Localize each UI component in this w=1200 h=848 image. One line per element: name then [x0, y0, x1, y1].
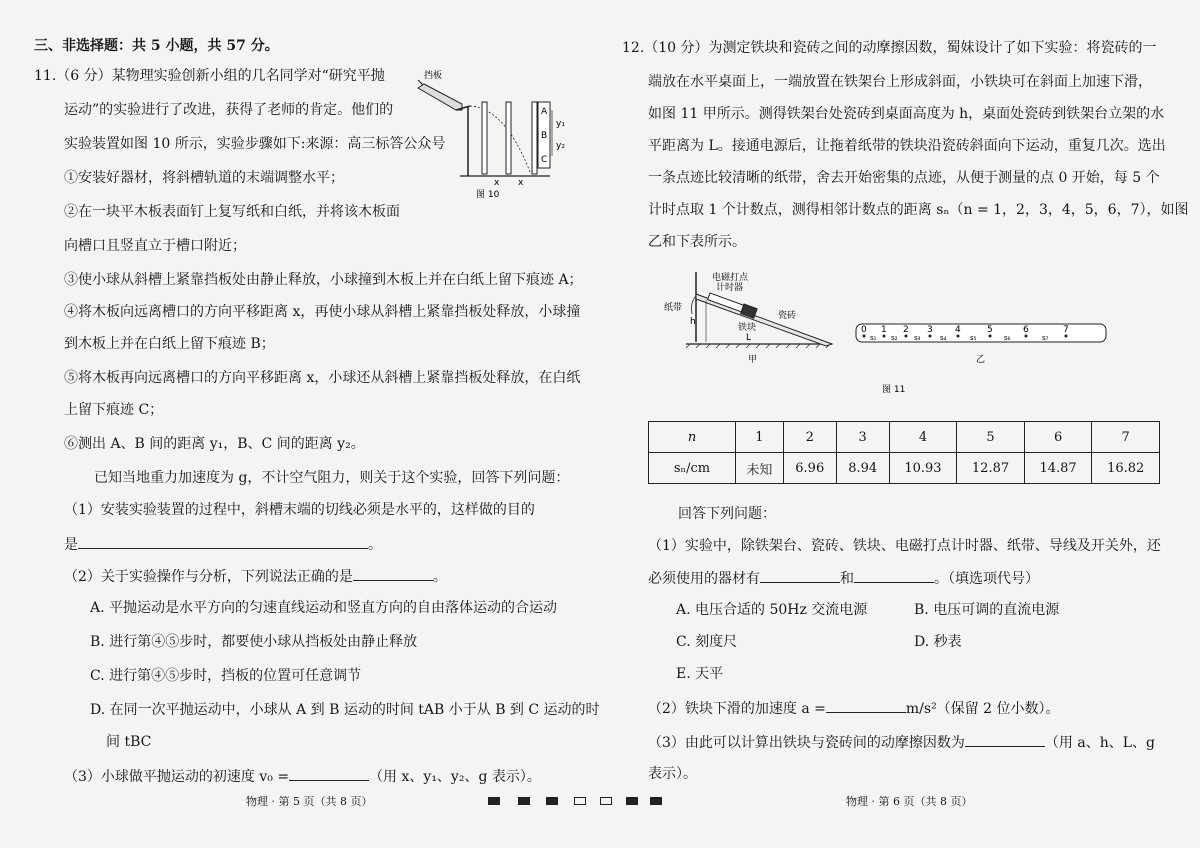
q12-line: 计时点取 1 个计数点，测得相邻计数点的距离 sₙ（n = 1，2，3，4，5，6，7），如图 — [648, 202, 1189, 218]
option-a: A. 电压合适的 50Hz 交流电源 — [676, 602, 868, 618]
label-timer-1: 电磁打点 — [712, 273, 749, 283]
left-footer: 物理 · 第 5 页（共 8 页） — [246, 795, 373, 808]
option-d: D. 秒表 — [914, 634, 962, 650]
option-d: D. 在同一次平抛运动中，小球从 A 到 B 运动的时间 tAB 小于从 B 到 C 运动的时 — [90, 702, 600, 718]
q11-line: 运动”的实验进行了改进，获得了老师的肯定。他们的 — [64, 102, 394, 118]
section-header: 三、非选择题：共 5 小题，共 57 分。 — [34, 38, 279, 54]
q11-sub3: （3）小球做平抛运动的初速度 v₀ = （用 x、y₁、y₂、g 表示）。 — [64, 766, 541, 787]
tape-dot — [1025, 335, 1028, 338]
option-c: C. 刻度尺 — [676, 634, 738, 650]
q12-line: 如图 11 甲所示。测得铁架台处瓷砖到桌面高度为 h，桌面处瓷砖到铁架台立架的水 — [648, 106, 1165, 122]
tape-segment-label: s₃ — [914, 334, 921, 342]
q11-sub2: （2）关于实验操作与分析，下列说法正确的是 。 — [64, 566, 447, 587]
option-d-cont: 间 tBC — [106, 734, 152, 750]
label-tile: 瓷砖 — [778, 311, 797, 321]
table-cell: 1 — [736, 422, 784, 453]
table-row — [649, 422, 1160, 453]
tape-point-label: 6 — [1023, 325, 1029, 335]
q12-sub2: （2）铁块下滑的加速度 a = m/s²（保留 2 位小数）。 — [648, 698, 1060, 719]
q12-sub3: （3）由此可以计算出铁块与瓷砖间的动摩擦因数为 （用 a、h、L、g — [648, 732, 1155, 753]
label-yi: 乙 — [976, 355, 986, 365]
answer-blank[interactable] — [78, 534, 368, 549]
table-cell: 12.87 — [957, 453, 1025, 484]
row-header-s: sₙ/cm — [649, 453, 736, 484]
table-cell: 2 — [783, 422, 836, 453]
label-y2: y₂ — [556, 141, 565, 151]
tape-dot — [863, 335, 866, 338]
table-cell: 5 — [957, 422, 1025, 453]
tape-segment-label: s₁ — [870, 334, 877, 342]
q11-step: ⑥测出 A、B 间的距离 y₁，B、C 间的距离 y₂。 — [64, 436, 365, 452]
table-cell: 10.93 — [889, 453, 957, 484]
figure-11 — [660, 266, 1120, 396]
row-header-n: n — [649, 422, 736, 453]
q11-step: ①安装好器材，将斜槽轨道的末端调整水平； — [64, 170, 344, 186]
tape-dot — [883, 335, 886, 338]
table-cell: 7 — [1092, 422, 1160, 453]
q11-intro: 已知当地重力加速度为 g，不计空气阻力，则关于这个实验，回答下列问题： — [94, 470, 570, 486]
tape-point-label: 2 — [903, 325, 909, 335]
option-c: C. 进行第④⑤步时，挡板的位置可任意调节 — [90, 668, 362, 684]
label-l: L — [746, 333, 752, 343]
tape-segment-label: s₅ — [970, 334, 977, 342]
right-footer: 物理 · 第 6 页（共 8 页） — [846, 795, 973, 808]
tape-segment-label: s₂ — [891, 334, 898, 342]
option-a: A. 平抛运动是水平方向的匀速直线运动和竖直方向的自由落体运动的合运动 — [90, 600, 558, 616]
figure-10 — [410, 66, 580, 204]
q12-line: 12.（10 分）为测定铁块和瓷砖之间的动摩擦因数，蜀妹设计了如下实验：将瓷砖的一 — [622, 40, 1157, 56]
table-cell: 6 — [1024, 422, 1092, 453]
label-h: h — [690, 317, 696, 327]
answer-blank[interactable] — [826, 698, 906, 713]
answer-blank[interactable] — [965, 732, 1045, 747]
label-x1: x — [494, 178, 500, 188]
tape-dot — [905, 335, 908, 338]
q12-line: 一条点迹比较清晰的纸带，舍去开始密集的点迹，从便于测量的点 0 开始，每 5 个 — [648, 170, 1160, 186]
q12-sub3-cont: 表示）。 — [648, 766, 697, 782]
q11-line: 实验装置如图 10 所示，实验步骤如下:来源：高三标答公众号 — [64, 136, 446, 152]
tape-point-label: 1 — [881, 325, 887, 335]
q11-step: ⑤将木板再向远离槽口的方向平移距离 x，小球还从斜槽上紧靠挡板处释放，在白纸 — [64, 370, 581, 386]
label-x2: x — [518, 178, 524, 188]
tape-point-label: 0 — [861, 325, 867, 335]
table-cell: 16.82 — [1092, 453, 1160, 484]
option-b: B. 电压可调的直流电源 — [914, 602, 1060, 618]
mark-b: B — [541, 131, 548, 141]
q11-sub1: （1）安装实验装置的过程中，斜槽末端的切线必须是水平的，这样做的目的 — [64, 502, 535, 518]
tape-dot — [989, 335, 992, 338]
data-table — [648, 421, 1160, 484]
q12-sub1: （1）实验中，除铁架台、瓷砖、铁块、电磁打点计时器、纸带、导线及开关外，还 — [648, 538, 1161, 554]
tape-point-label: 3 — [927, 325, 933, 335]
table-cell: 3 — [836, 422, 889, 453]
tape-segment-label: s₇ — [1042, 334, 1049, 342]
q11-step: 到木板上并在白纸上留下痕迹 B； — [64, 336, 275, 352]
tape-dot — [1065, 335, 1068, 338]
tape-point-label: 7 — [1063, 325, 1069, 335]
tape-point-label: 4 — [955, 325, 961, 335]
label-block: 铁块 — [738, 323, 757, 333]
table-cell: 8.94 — [836, 453, 889, 484]
label-tape: 纸带 — [664, 303, 683, 313]
q11-sub1-answer: 是 。 — [64, 534, 382, 555]
q12-line: 端放在水平桌面上，一端放置在铁架台上形成斜面，小铁块可在斜面上加速下滑， — [648, 74, 1152, 90]
tape-segment-label: s₆ — [1004, 334, 1011, 342]
option-e: E. 天平 — [676, 666, 724, 682]
q11-step: 向槽口且竖直立于槽口附近； — [64, 238, 246, 254]
tape-dot — [929, 335, 932, 338]
q11-step: 上留下痕迹 C； — [64, 402, 164, 418]
answer-blank[interactable] — [760, 568, 840, 583]
answer-blank[interactable] — [289, 766, 369, 781]
mark-a: A — [541, 107, 548, 117]
table-row — [649, 453, 1160, 484]
tape-point-label: 5 — [987, 325, 993, 335]
table-cell: 4 — [889, 422, 957, 453]
baffle-label: 挡板 — [424, 71, 443, 81]
figure-10-caption: 图 10 — [476, 190, 500, 200]
tape-dot — [957, 335, 960, 338]
tape-segment-label: s₄ — [940, 334, 947, 342]
label-jia: 甲 — [748, 355, 758, 365]
q11-step: ③使小球从斜槽上紧靠挡板处由静止释放，小球撞到木板上并在白纸上留下痕迹 A； — [64, 272, 583, 288]
option-b: B. 进行第④⑤步时，都要使小球从挡板处由静止释放 — [90, 634, 418, 650]
q11-step: ②在一块平木板表面钉上复写纸和白纸，并将该木板面 — [64, 204, 400, 220]
table-cell: 14.87 — [1024, 453, 1092, 484]
q12-sub1-answer: 必须使用的器材有 和 。（填选项代号） — [648, 568, 1039, 589]
answer-blank[interactable] — [353, 566, 433, 581]
q11-step: ④将木板向远离槽口的方向平移距离 x，再使小球从斜槽上紧靠挡板处释放，小球撞 — [64, 304, 581, 320]
q12-line: 乙和下表所示。 — [648, 234, 746, 250]
answer-blank[interactable] — [854, 568, 934, 583]
table-cell: 未知 — [736, 453, 784, 484]
q12-line: 平距离为 L。接通电源后，让拖着纸带的铁块沿瓷砖斜面向下运动，重复几次。选出 — [648, 138, 1166, 154]
q11-line: 11.（6 分）某物理实验创新小组的几名同学对“研究平抛 — [34, 68, 385, 84]
label-y1: y₁ — [556, 119, 565, 129]
answer-intro: 回答下列问题： — [678, 506, 776, 522]
label-timer-2: 计时器 — [716, 283, 744, 293]
figure-11-caption: 图 11 — [882, 385, 906, 395]
table-cell: 6.96 — [783, 453, 836, 484]
mark-c: C — [541, 155, 548, 165]
